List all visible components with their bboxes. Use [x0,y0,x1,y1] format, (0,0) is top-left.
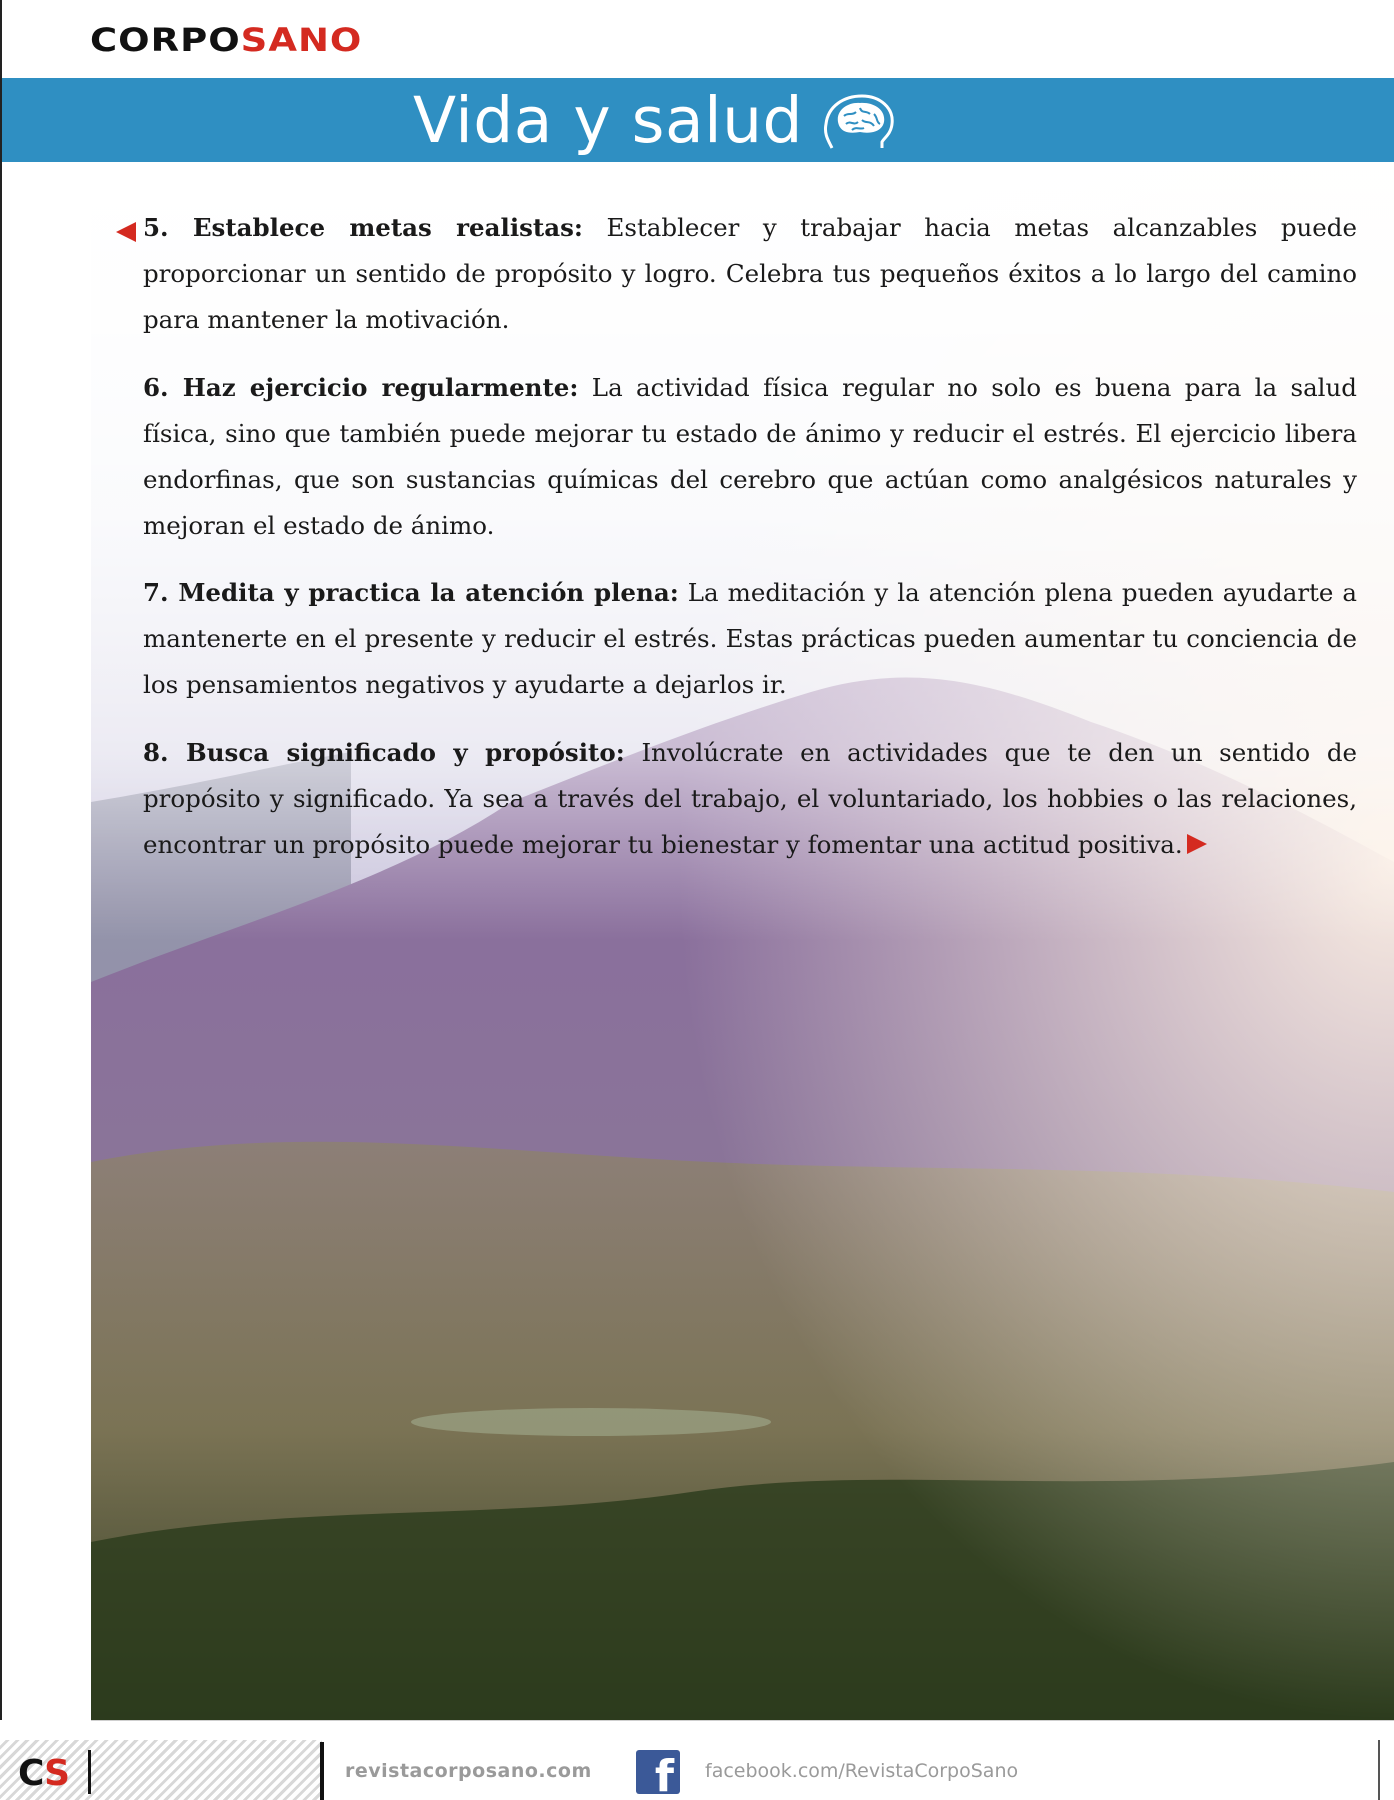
list-item [143,205,1357,343]
item-text: Involúcrate en actividades que te den un sentido de propósito y significado. Ya sea a través del trabajo, el voluntariado, los hobbies o las relaciones, encontrar un propósito puede mejorar tu bienestar y fomentar una actitud positiva. [143,737,1358,859]
cs-divider [88,1750,91,1794]
list-item [143,570,1357,708]
cs-logo: CS [18,1753,70,1794]
article-end-marker [1187,834,1207,854]
footer-divider [320,1742,324,1800]
page-left-rule [0,0,2,1800]
item-heading: 8. Busca significado y propósito: [143,737,625,767]
page-right-edge [1378,1740,1380,1800]
item-text: La meditación y la atención plena pueden ayudarte a mantenerte en el presente y reducir el estrés. Estas prácticas pueden aumentar tu conciencia de los pensamientos negativos y ayudarte a dejarlos ir. [143,578,1357,699]
list-item [143,365,1357,549]
list-item [143,730,1357,868]
section-title: Vida y salud [413,84,803,157]
logo-sano: SANO [240,21,363,59]
logo-corpo: CORPO [90,21,241,59]
facebook-link[interactable]: facebook.com/RevistaCorpoSano [705,1760,1019,1782]
footer-rule [91,1720,1394,1721]
item-text: Establecer y trabajar hacia metas alcanzables puede proporcionar un sentido de propósito y logro. Celebra tus pequeños éxitos a lo largo del camino para mantener la motivación. [143,213,1357,334]
website-link[interactable]: revistacorposano.com [345,1760,592,1782]
page-footer [0,1720,1394,1800]
item-heading: 7. Medita y practica la atención plena: [143,578,679,607]
item-heading: 6. Haz ejercicio regularmente: [143,372,579,402]
article-start-marker [116,222,136,242]
brain-head-icon [818,90,898,152]
item-text: La actividad física regular no solo es buena para la salud física, sino que también puede mejorar tu estado de ánimo y reducir el estrés. El ejercicio libera endorfinas, que son sustancias químicas del cerebro que actúan como analgésicos naturales y mejoran el estado de ánimo. [143,372,1357,540]
article-body [143,205,1357,889]
item-heading: 5. Establece metas realistas: [143,213,583,242]
facebook-icon[interactable]: f [636,1750,680,1794]
corposano-logo [90,20,362,61]
